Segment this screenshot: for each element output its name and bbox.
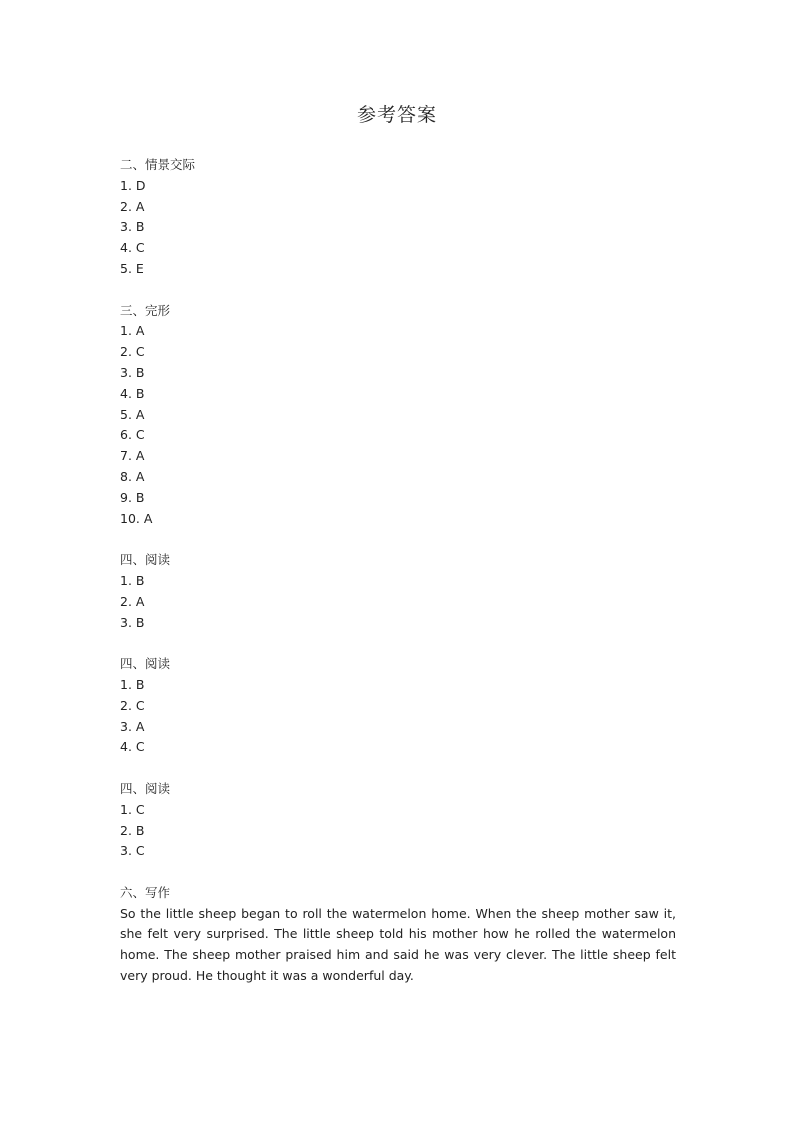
answer-item: 3. C [120,843,145,859]
answer-content [120,155,676,1008]
answer-item: 4. C [120,739,145,755]
answer-list [120,800,676,862]
answer-item: 3. A [120,718,145,734]
answer-list [120,321,676,529]
page-title: 参考答案 [356,104,437,126]
answer-item: 6. C [120,427,145,443]
answer-item: 1. A [120,323,145,339]
answer-item: 5. A [120,406,145,422]
answer-item: 1. C [120,801,145,817]
answer-item: 3. B [120,219,145,235]
answer-list [120,176,676,280]
answer-list [120,675,676,758]
section-heading: 四、阅读 [120,780,171,796]
answer-item: 2. B [120,822,145,838]
answer-item: 4. C [120,240,145,256]
section-situational-dialogue [120,155,676,280]
section-cloze [120,301,676,530]
answer-item: 9. B [120,489,145,505]
section-reading-3 [120,779,676,862]
answer-item: 1. B [120,572,145,588]
answer-item: 2. A [120,593,145,609]
section-heading: 四、阅读 [120,552,171,568]
answer-item: 3. B [120,364,145,380]
answer-item: 2. A [120,198,145,214]
section-heading: 三、完形 [120,302,171,318]
section-heading: 四、阅读 [120,656,171,672]
answer-item: 2. C [120,697,145,713]
answer-item: 2. C [120,344,145,360]
answer-item: 4. B [120,385,145,401]
section-reading-2 [120,654,676,758]
section-writing [120,883,676,987]
answer-list [120,571,676,633]
answer-item: 7. A [120,448,145,464]
answer-item: 1. B [120,676,145,692]
answer-item: 5. E [120,260,144,276]
section-reading-1 [120,550,676,633]
section-heading: 二、情景交际 [120,157,196,172]
answer-item: 1. D [120,177,146,193]
section-heading: 六、写作 [120,884,171,900]
answer-item: 8. A [120,468,145,484]
answer-item: 10. A [120,510,153,526]
writing-answer-text: So the little sheep began to roll the watermelon home. When the sheep mother saw it, she felt very surprised. The little sheep told his mother how he rolled the watermelon home. The sheep mother praised him and said he was very clever. The little sheep felt very proud. He thought it was a wonderful day. [120,905,676,984]
answer-item: 3. B [120,614,145,630]
